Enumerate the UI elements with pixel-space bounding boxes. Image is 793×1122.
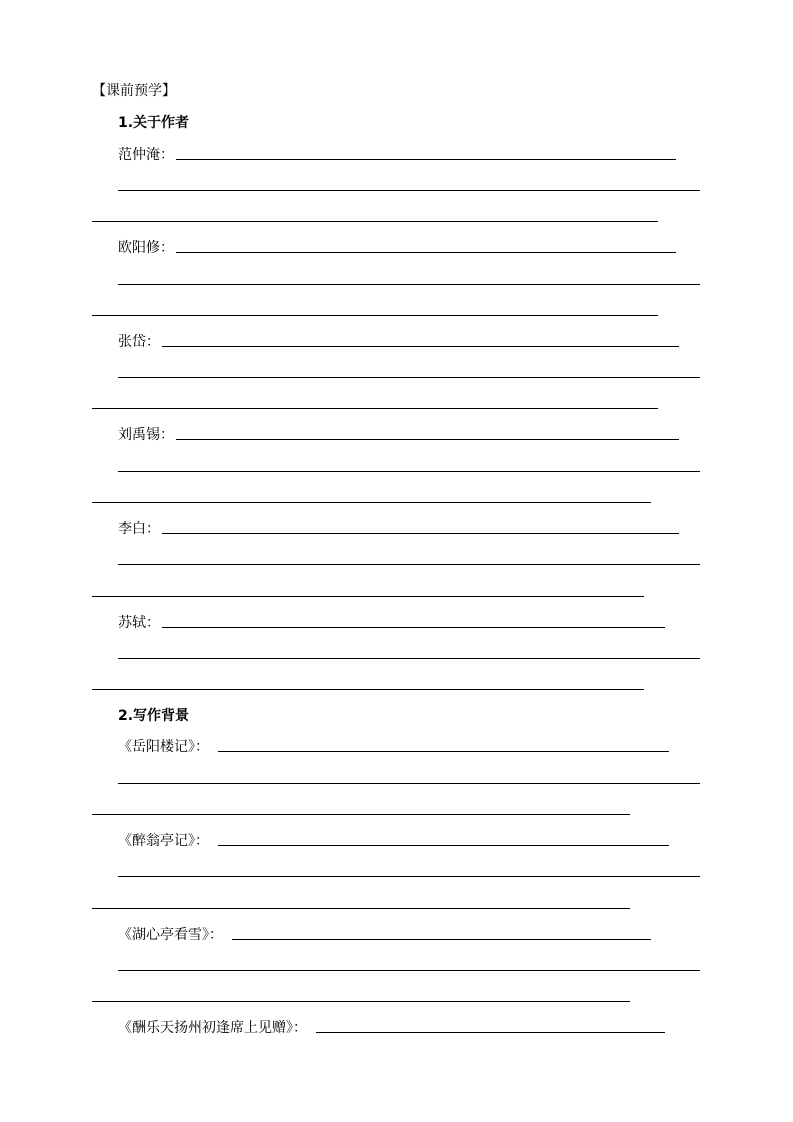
answer-line[interactable] xyxy=(92,1001,630,1002)
part1-heading: 1.关于作者 xyxy=(118,115,190,131)
answer-line[interactable] xyxy=(118,783,700,784)
work-label-chou-letian: 《酬乐天扬州初逢席上见赠》： xyxy=(118,1020,307,1036)
work-label-yueyanglou: 《岳阳楼记》： xyxy=(118,739,209,755)
answer-line[interactable] xyxy=(162,346,679,347)
answer-line[interactable] xyxy=(118,970,700,971)
answer-line[interactable] xyxy=(118,876,700,877)
work-label-huxinting: 《湖心亭看雪》： xyxy=(118,927,223,943)
author-label-liu-yuxi: 刘禹锡： xyxy=(118,427,174,443)
answer-line[interactable] xyxy=(92,596,644,597)
section-title: 【课前预学】 xyxy=(92,83,176,99)
answer-line[interactable] xyxy=(118,564,700,565)
answer-line[interactable] xyxy=(92,408,658,409)
author-label-li-bai: 李白： xyxy=(118,521,160,537)
answer-line[interactable] xyxy=(316,1032,665,1033)
answer-line[interactable] xyxy=(232,939,651,940)
answer-line[interactable] xyxy=(118,658,700,659)
answer-line[interactable] xyxy=(118,190,700,191)
author-label-ouyang-xiu: 欧阳修： xyxy=(118,240,174,256)
answer-line[interactable] xyxy=(92,502,651,503)
answer-line[interactable] xyxy=(118,377,700,378)
part2-heading: 2.写作背景 xyxy=(118,708,190,724)
work-label-zuiwengting: 《醉翁亭记》： xyxy=(118,833,209,849)
answer-line[interactable] xyxy=(162,533,679,534)
author-label-fan-zhongyan: 范仲淹： xyxy=(118,147,174,163)
answer-line[interactable] xyxy=(92,221,658,222)
answer-line[interactable] xyxy=(92,689,644,690)
answer-line[interactable] xyxy=(176,439,679,440)
answer-line[interactable] xyxy=(162,627,665,628)
answer-line[interactable] xyxy=(218,751,669,752)
answer-line[interactable] xyxy=(176,252,676,253)
answer-line[interactable] xyxy=(92,908,630,909)
author-label-zhang-dai: 张岱： xyxy=(118,334,160,350)
answer-line[interactable] xyxy=(92,814,630,815)
answer-line[interactable] xyxy=(118,471,700,472)
answer-line[interactable] xyxy=(118,284,700,285)
answer-line[interactable] xyxy=(92,315,658,316)
answer-line[interactable] xyxy=(176,159,676,160)
answer-line[interactable] xyxy=(218,845,669,846)
author-label-su-shi: 苏轼： xyxy=(118,615,160,631)
